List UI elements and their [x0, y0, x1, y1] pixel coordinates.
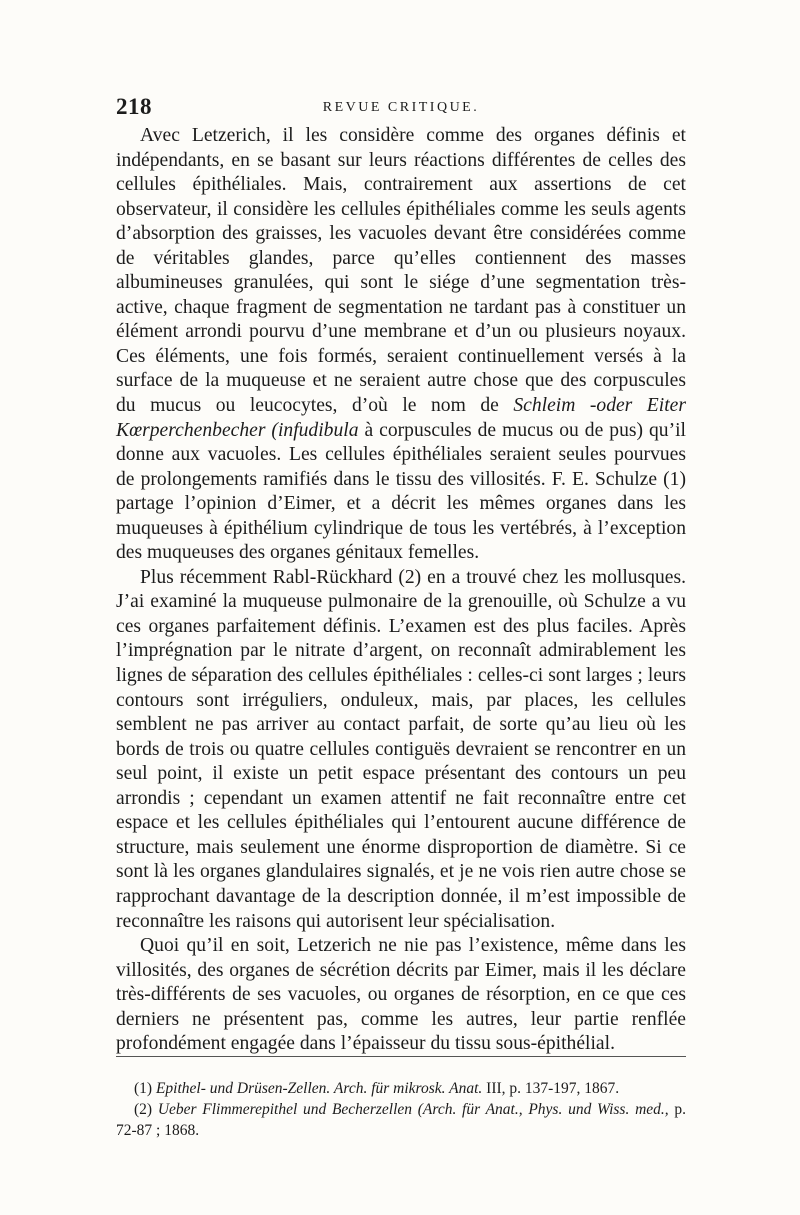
running-title: REVUE CRITIQUE.	[322, 100, 480, 115]
body-text	[116, 124, 686, 1057]
paragraph-1	[116, 124, 686, 566]
paragraph-3: Quoi qu’il en soit, Letzerich ne nie pas l’existence, même dans les villosités, des organes de sécrétion décrits par Eimer, mais il les déclare très-différents de ses vacuoles, ou organes de résorption, en ce que ces derniers ne présentent pas, comme les autres, leur partie renflée profondément engagée dans l’épaisseur du tissu sous-épithélial.	[116, 935, 686, 1055]
footnote-divider	[116, 1056, 686, 1057]
footnote-2-title: Ueber Flimmerepithel und Becherzellen (Arch. für Anat., Phys. und Wiss. med.,	[157, 1101, 669, 1118]
paragraph-2: Plus récemment Rabl-Rückhard (2) en a trouvé chez les mollusques. J’ai examiné la muqueuse pulmonaire de la grenouille, où Schulze a vu ces organes parfaitement définis. L’examen est des plus faciles. Après l’imprégnation par le nitrate d’argent, on reconnaît admirablement les lignes de séparation des cellules épithéliales : celles-ci sont larges ; leurs contours sont irréguliers, onduleux, mais, par places, les cellules semblent ne pas arriver au contact parfait, de sorte qu’au lieu où les bords de trois ou quatre cellules contiguës devraient se rencontrer en un seul point, il existe un petit espace présentant des contours un peu arrondis ; cependant un examen attentif ne fait reconnaître entre cet espace et les cellules épithéliales qui l’entourent aucune différence de structure, mais seulement une énorme disproportion de diamètre. Si ce sont là les organes glandulaires signalés, et je ne vois rien autre chose se rapprochant davantage de la description donnée, il m’est impossible de reconnaître les raisons qui autorisent leur spécialisation.	[116, 566, 686, 932]
paragraph-1-text-a: Avec Letzerich, il les considère comme des organes définis et indépendants, en se basant sur leurs réactions différentes de celles des cellules épithéliales. Mais, contrairement aux assertions de cet observateur, il considère les cellules épithéliales comme les seuls agents d’absorption des graisses, les vacuoles devant être considérées comme de véritables glandes, parce qu’elles contiennent des masses albumineuses granulées, qui sont le siége d’une segmentation très-active, chaque fragment de segmentation ne tardant pas à constituer un élément arrondi pourvu d’une membrane et d’un ou plusieurs noyaux. Ces éléments, une fois formés, seraient continuellement versés à la surface de la muqueuse et ne seraient autre chose que des corpuscules du mucus ou leucocytes, d’où le nom de	[116, 125, 686, 417]
footnote-2-ref: p. 72-87 ; 1868.	[116, 1101, 687, 1139]
paragraph-1-text-b: à corpuscules de mucus ou de pus) qu’il donne aux vacuoles. Les cellules épithéliales seraient seules pourvues de prolongements ramifiés dans le tissu des villosités. F. E. Schulze (1) partage l’opinion d’Eimer, et a décrit les mêmes organes dans les muqueuses à épithélium cylindrique de tous les vertébrés, à l’exception des muqueuses des organes génitaux femelles.	[116, 419, 686, 564]
footnote-2	[116, 1099, 686, 1141]
footnote-1-title: Epithel- und Drüsen-Zellen. Arch. für mikrosk. Anat.	[155, 1080, 483, 1097]
footnote-1-ref: III, p. 137-197, 1867.	[482, 1080, 620, 1097]
footnotes	[116, 1078, 686, 1141]
paragraph-1-italic: Schleim -oder Eiter Kœrperchenbecher (infudibula	[116, 395, 686, 441]
page-number: 218	[116, 94, 152, 119]
footnote-1-number: (1)	[134, 1080, 156, 1097]
page-header	[116, 94, 686, 124]
footnote-2-number: (2)	[134, 1101, 158, 1118]
footnote-1	[116, 1078, 686, 1099]
